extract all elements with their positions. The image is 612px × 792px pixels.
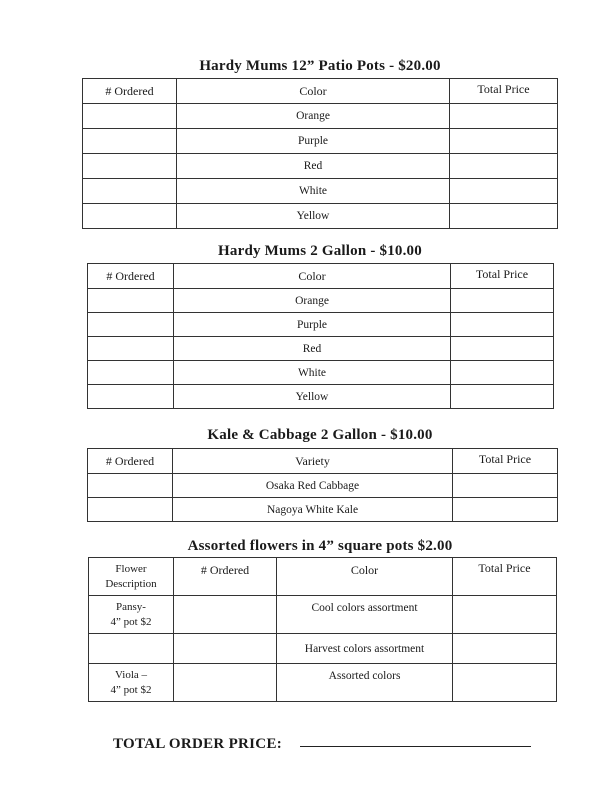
table-row <box>89 634 557 664</box>
color-cell: Yellow <box>177 204 450 229</box>
ordered-cell[interactable] <box>83 129 177 154</box>
table-header-row <box>89 558 557 596</box>
table-row <box>83 179 558 204</box>
ordered-header: # Ordered <box>174 558 277 596</box>
table-row <box>88 498 558 522</box>
color-cell: Cool colors assortment <box>277 596 453 634</box>
ordered-cell[interactable] <box>174 664 277 702</box>
variety-cell: Osaka Red Cabbage <box>173 474 453 498</box>
total-order-price-line[interactable] <box>300 746 531 747</box>
color-cell: White <box>177 179 450 204</box>
ordered-header: # Ordered <box>88 449 173 474</box>
color-header: Color <box>277 558 453 596</box>
color-cell: Red <box>177 154 450 179</box>
kale-cabbage-order-table <box>87 448 558 522</box>
color-cell: Red <box>174 337 451 361</box>
flower-line1: Viola – <box>114 668 148 681</box>
color-cell: Purple <box>177 129 450 154</box>
ordered-cell[interactable] <box>88 474 173 498</box>
table-row <box>83 154 558 179</box>
flower-description-cell <box>89 634 174 664</box>
color-cell: Orange <box>174 289 451 313</box>
color-cell: Orange <box>177 104 450 129</box>
total-price-cell[interactable] <box>453 474 558 498</box>
table-row <box>83 104 558 129</box>
total-price-cell[interactable] <box>453 664 557 702</box>
flower-description-cell <box>89 664 174 702</box>
variety-header: Variety <box>173 449 453 474</box>
ordered-cell[interactable] <box>88 313 174 337</box>
flower-line2: 4” pot $2 <box>110 615 152 628</box>
table-row <box>89 596 557 634</box>
assorted-flowers-order-table <box>88 557 557 702</box>
total-price-cell[interactable] <box>451 289 554 313</box>
color-cell: Assorted colors <box>277 664 453 702</box>
ordered-header: # Ordered <box>88 264 174 289</box>
flower-header-line1: Flower <box>115 562 147 575</box>
ordered-cell[interactable] <box>83 204 177 229</box>
color-cell: Harvest colors assortment <box>277 634 453 664</box>
ordered-cell[interactable] <box>88 361 174 385</box>
total-price-header: Total Price <box>451 264 554 289</box>
ordered-cell[interactable] <box>88 498 173 522</box>
total-price-cell[interactable] <box>450 204 558 229</box>
table-row <box>88 474 558 498</box>
total-price-cell[interactable] <box>450 154 558 179</box>
total-price-cell[interactable] <box>453 634 557 664</box>
total-price-cell[interactable] <box>453 596 557 634</box>
total-price-cell[interactable] <box>451 361 554 385</box>
color-cell: Purple <box>174 313 451 337</box>
total-price-cell[interactable] <box>451 337 554 361</box>
table-row <box>83 204 558 229</box>
section-title-assorted-flowers: Assorted flowers in 4” square pots $2.00 <box>187 538 453 554</box>
patio-pots-order-table <box>82 78 558 229</box>
total-price-cell[interactable] <box>450 179 558 204</box>
table-row <box>88 337 554 361</box>
section-title-2-gallon: Hardy Mums 2 Gallon - $10.00 <box>218 243 422 259</box>
total-price-header: Total Price <box>453 449 558 474</box>
total-price-cell[interactable] <box>451 385 554 409</box>
color-header: Color <box>174 264 451 289</box>
table-row <box>88 361 554 385</box>
ordered-cell[interactable] <box>174 596 277 634</box>
table-header-row <box>88 264 554 289</box>
ordered-header: # Ordered <box>83 79 177 104</box>
section-title-patio-pots: Hardy Mums 12” Patio Pots - $20.00 <box>199 58 441 74</box>
table-row <box>88 289 554 313</box>
flower-header-line2: Description <box>105 577 157 590</box>
ordered-cell[interactable] <box>88 289 174 313</box>
ordered-cell[interactable] <box>83 179 177 204</box>
ordered-cell[interactable] <box>88 337 174 361</box>
total-price-cell[interactable] <box>451 313 554 337</box>
color-cell: Yellow <box>174 385 451 409</box>
total-price-header: Total Price <box>450 79 558 104</box>
two-gallon-order-table <box>87 263 554 409</box>
ordered-cell[interactable] <box>83 154 177 179</box>
table-header-row <box>88 449 558 474</box>
color-cell: White <box>174 361 451 385</box>
total-order-price-label: TOTAL ORDER PRICE: <box>113 736 283 752</box>
total-price-cell[interactable] <box>450 104 558 129</box>
table-row <box>89 664 557 702</box>
table-row <box>88 313 554 337</box>
flower-line1: Pansy- <box>116 600 146 613</box>
flower-description-cell <box>89 596 174 634</box>
color-header: Color <box>177 79 450 104</box>
table-row <box>83 129 558 154</box>
ordered-cell[interactable] <box>88 385 174 409</box>
ordered-cell[interactable] <box>174 634 277 664</box>
flower-line2: 4” pot $2 <box>110 683 152 696</box>
variety-cell: Nagoya White Kale <box>173 498 453 522</box>
total-price-cell[interactable] <box>450 129 558 154</box>
flower-description-header <box>89 558 174 596</box>
ordered-cell[interactable] <box>83 104 177 129</box>
table-row <box>88 385 554 409</box>
total-price-cell[interactable] <box>453 498 558 522</box>
table-header-row <box>83 79 558 104</box>
section-title-kale-cabbage: Kale & Cabbage 2 Gallon - $10.00 <box>207 427 433 443</box>
total-price-header: Total Price <box>453 558 557 596</box>
